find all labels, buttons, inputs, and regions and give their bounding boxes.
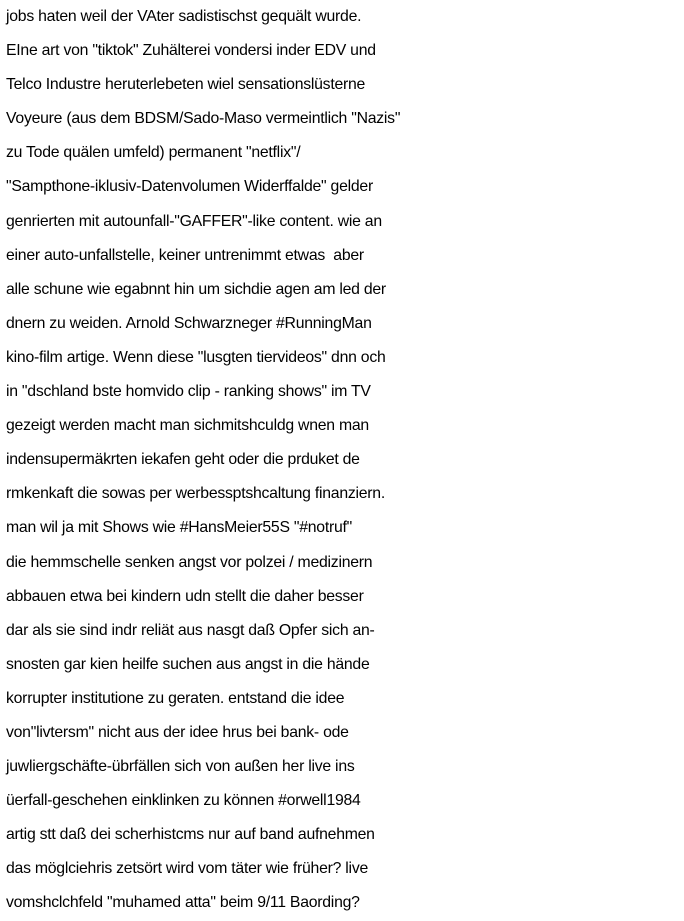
text-line: üerfall-geschehen einklinken zu können #orwell1984: [6, 792, 361, 810]
text-line: snosten gar kien heilfe suchen aus angst in die hände: [6, 655, 370, 673]
text-line: gezeigt werden macht man sichmitshculdg wnen man: [6, 417, 369, 435]
text-line: alle schune wie egabnnt hin um sichdie agen am led der: [6, 280, 386, 298]
text-line: artig stt daß dei scherhistcms nur auf band aufnehmen: [6, 826, 375, 844]
text-line: "Sampthone-iklusiv-Datenvolumen Widerffalde" gelder: [6, 178, 373, 196]
text-line: dnern zu weiden. Arnold Schwarzneger #RunningMan: [6, 314, 372, 332]
text-line: rmkenkaft die sowas per werbessptshcaltung finanziern.: [6, 485, 385, 503]
text-line: abbauen etwa bei kindern udn stellt die daher besser: [6, 587, 364, 605]
text-line: das möglciehris zetsört wird vom täter wie früher? live: [6, 860, 368, 878]
text-line: juwliergschäfte-übrfällen sich von außen her live ins: [6, 758, 355, 776]
text-line: EIne art von "tiktok" Zuhälterei vondersi inder EDV und: [6, 42, 376, 60]
text-line: Voyeure (aus dem BDSM/Sado-Maso vermeintlich "Nazis": [6, 110, 401, 128]
text-line: einer auto-unfallstelle, keiner untrenimmt etwas aber: [6, 246, 364, 264]
text-line: kino-film artige. Wenn diese "lusgten tiervideos" dnn och: [6, 348, 386, 366]
text-line: dar als sie sind indr reliät aus nasgt daß Opfer sich an-: [6, 621, 375, 639]
text-line: man wil ja mit Shows wie #HansMeier55S "#notruf": [6, 519, 353, 537]
text-body: [6, 0, 682, 921]
text-line: Telco Industre heruterlebeten wiel sensationslüsterne: [6, 76, 366, 94]
text-line: die hemmschelle senken angst vor polzei / medizinern: [6, 553, 373, 571]
text-line: korrupter institutione zu geraten. entstand die idee: [6, 689, 345, 707]
text-line: zu Tode quälen umfeld) permanent "netflix"/: [6, 144, 301, 162]
text-line: von"livtersm" nicht aus der idee hrus bei bank- ode: [6, 723, 349, 741]
text-line: in "dschland bste homvido clip - ranking shows" im TV: [6, 383, 371, 401]
text-line: indensupermäkrten iekafen geht oder die prduket de: [6, 451, 360, 469]
text-line: jobs haten weil der VAter sadistischst gequält wurde.: [6, 8, 362, 25]
text-line: genrierten mit autounfall-"GAFFER"-like content. wie an: [6, 212, 382, 230]
text-line: vomshclchfeld "muhamed atta" beim 9/11 Baording?: [6, 894, 360, 912]
